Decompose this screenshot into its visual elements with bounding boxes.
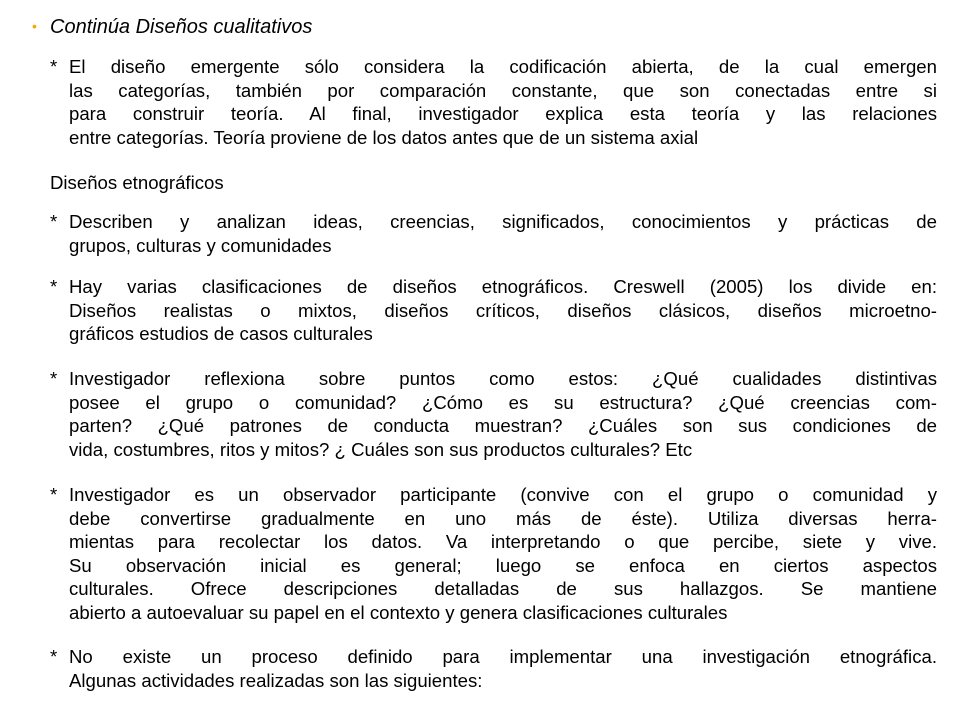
paragraph-line: abierto a autoevaluar su papel en el contexto y genera clasificaciones culturales	[69, 601, 728, 623]
heading-text: Continúa Diseños cualitativos	[50, 16, 313, 38]
paragraph-line: mientas para recolectar los datos. Va interpretando o que percibe, siete y vive.	[69, 531, 937, 552]
paragraph-line: Hay varias clasificaciones de diseños etnográficos. Creswell (2005) los divide en:	[69, 276, 937, 297]
paragraph-line: Su observación inicial es general; luego se enfoca en ciertos aspectos	[69, 554, 937, 576]
paragraph-line: entre categorías. Teoría proviene de los datos antes que de un sistema axial	[69, 126, 699, 148]
paragraph-line: grupos, culturas y comunidades	[69, 234, 332, 256]
paragraph-line: gráficos estudios de casos culturales	[69, 323, 373, 344]
paragraph-line: No existe un proceso definido para implementar una investigación etnográfica.	[69, 646, 937, 667]
paragraph-line: culturales. Ofrece descripciones detalladas de sus hallazgos. Se mantiene	[69, 578, 937, 599]
star-marker: *	[50, 484, 58, 505]
paragraph-line: debe convertirse gradualmente en uno más de éste). Utiliza diversas herra-	[69, 507, 937, 529]
paragraph-line: Diseños realistas o mixtos, diseños críticos, diseños clásicos, diseños microetno-	[69, 299, 937, 321]
star-marker: *	[50, 646, 58, 667]
paragraph-line: Algunas actividades realizadas son las siguientes:	[69, 669, 483, 691]
paragraph-no-defined-process	[50, 645, 937, 692]
paragraph-line: Investigador reflexiona sobre puntos como estos: ¿Qué cualidades distintivas	[69, 368, 937, 389]
paragraph-line: El diseño emergente sólo considera la codificación abierta, de la cual emergen	[69, 56, 937, 77]
paragraph-participant-observer	[50, 483, 937, 624]
paragraph-describe	[50, 210, 937, 257]
paragraph-line: vida, costumbres, ritos y mitos? ¿ Cuáles son sus productos culturales? Etc	[69, 438, 693, 460]
paragraph-line: Describen y analizan ideas, creencias, significados, conocimientos y prácticas de	[69, 211, 937, 232]
paragraph-line: posee el grupo o comunidad? ¿Cómo es su estructura? ¿Qué creencias com-	[69, 391, 937, 413]
paragraph-line: parten? ¿Qué patrones de conducta muestran? ¿Cuáles son sus condiciones de	[69, 415, 937, 436]
slide-heading	[32, 13, 312, 40]
paragraph-classifications	[50, 275, 937, 346]
paragraph-line: para construir teoría. Al final, investigador explica esta teoría y las relaciones	[69, 103, 937, 124]
paragraph-line: Investigador es un observador participante (convive con el grupo o comunidad y	[69, 484, 937, 505]
paragraph-line: las categorías, también por comparación constante, que son conectadas entre si	[69, 79, 937, 101]
bullet-icon: •	[32, 18, 37, 34]
star-marker: *	[50, 56, 58, 77]
paragraph-emergent-design	[50, 55, 937, 149]
star-marker: *	[50, 211, 58, 232]
section-heading-ethnographic: Diseños etnográficos	[50, 172, 224, 193]
star-marker: *	[50, 368, 58, 389]
paragraph-researcher-reflects	[50, 367, 937, 461]
star-marker: *	[50, 276, 58, 297]
